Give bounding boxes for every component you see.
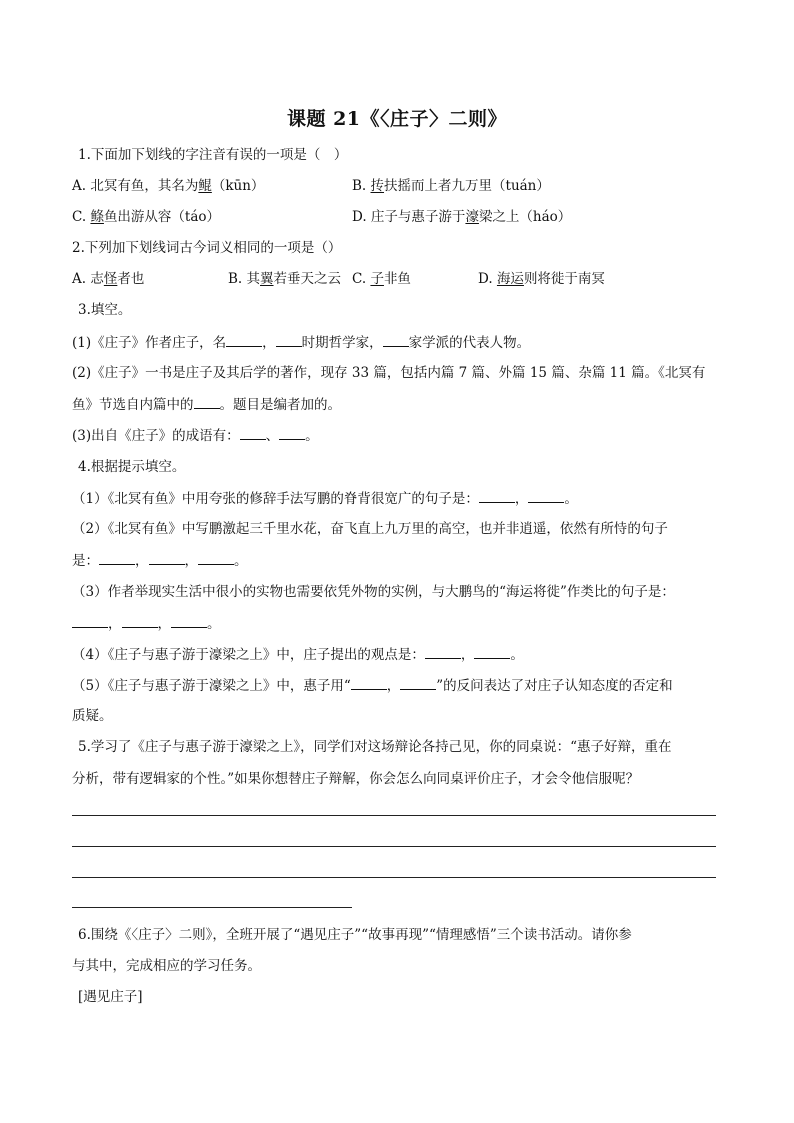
- q3-line-4: (3)出自《庄子》的成语有： 、 。: [72, 428, 319, 444]
- q2-option-c: C. 子非鱼: [352, 271, 411, 287]
- q3-stem: 3.填空。: [78, 302, 132, 318]
- q4-item-3-cont: ， ， 。: [72, 614, 221, 633]
- answer-blank[interactable]: [171, 614, 207, 628]
- q2-stem: 2.下列加下划线词古今词义相同的一项是（）: [72, 240, 342, 256]
- q3-line-1: (1)《庄子》作者庄子，名 ， 时期哲学家， 家学派的代表人物。: [72, 335, 531, 351]
- q4-item-5-cont: 质疑。: [72, 708, 113, 724]
- q4-item-3: （3）作者举现实生活中很小的实物也需要依凭外物的实例，与大鹏鸟的“海运将徙”作类比的句子是：: [72, 584, 675, 600]
- q6-line-1: 6.围绕《〈庄子〉二则》，全班开展了“遇见庄子”“故事再现”“情理感悟”三个读书活动。请你参: [78, 927, 632, 943]
- q4-item-2-cont: 是： ， ， 。: [72, 553, 248, 569]
- q3-line-3: 鱼》节选自内篇中的 。题目是编者加的。: [72, 397, 341, 413]
- q2-option-b: B. 其翼若垂天之云: [228, 271, 342, 287]
- q6-section-label: [遇见庄子]: [78, 989, 143, 1005]
- answer-blank[interactable]: [479, 489, 515, 503]
- answer-line[interactable]: [72, 846, 716, 847]
- page-title: 课题 21《〈庄子〉二则》: [286, 108, 508, 130]
- answer-blank[interactable]: [194, 395, 220, 409]
- q5-line-2: 分析，带有逻辑家的个性。”如果你想替庄子辩解，你会怎么向同桌评价庄子，才会令他信服呢？: [72, 771, 640, 787]
- q1-option-c: C. 鲦鱼出游从容（táo）: [72, 209, 221, 225]
- answer-blank[interactable]: [279, 426, 305, 440]
- answer-blank[interactable]: [351, 676, 387, 690]
- q4-stem: 4.根据提示填空。: [78, 459, 186, 475]
- q1-option-a: A. 北冥有鱼，其名为鲲（kūn）: [72, 178, 265, 194]
- answer-blank[interactable]: [383, 333, 409, 347]
- answer-blank[interactable]: [226, 333, 262, 347]
- q3-line-2: (2)《庄子》一书是庄子及其后学的著作，现存 33 篇，包括内篇 7 篇、外篇 15 篇、杂篇 11 篇。《北冥有: [72, 365, 706, 381]
- q2-option-d: D. 海运则将徙于南冥: [478, 271, 605, 287]
- q4-item-4: （4）《庄子与惠子游于濠梁之上》中，庄子提出的观点是： ， 。: [72, 647, 524, 663]
- q4-item-5: （5）《庄子与惠子游于濠梁之上》中，惠子用“ ， ”的反问表达了对庄子认知态度的否定和: [72, 678, 673, 694]
- q4-item-1: （1）《北冥有鱼》中用夸张的修辞手法写鹏的脊背很宽广的句子是： ， 。: [72, 491, 578, 507]
- answer-blank[interactable]: [72, 614, 108, 628]
- answer-blank[interactable]: [474, 645, 510, 659]
- q1-stem: 1.下面加下划线的字注音有误的一项是（ ）: [78, 147, 348, 163]
- q5-line-1: 5.学习了《庄子与惠子游于濠梁之上》，同学们对这场辩论各持己见，你的同桌说：“惠子好辩，重在: [78, 739, 672, 755]
- q2-option-a: A. 志怪者也: [72, 271, 145, 287]
- answer-line[interactable]: [72, 815, 716, 816]
- answer-blank[interactable]: [400, 676, 436, 690]
- answer-blank[interactable]: [425, 645, 461, 659]
- q4-item-2: （2）《北冥有鱼》中写鹏激起三千里水花，奋飞直上九万里的高空，也并非逍遥，依然有所恃的句子: [72, 521, 668, 537]
- q6-line-2: 与其中，完成相应的学习任务。: [72, 958, 261, 974]
- answer-line[interactable]: [72, 877, 716, 878]
- answer-blank[interactable]: [99, 551, 135, 565]
- answer-blank[interactable]: [240, 426, 266, 440]
- answer-line[interactable]: [72, 907, 352, 908]
- answer-blank[interactable]: [122, 614, 158, 628]
- answer-blank[interactable]: [276, 333, 302, 347]
- q1-option-d: D. 庄子与惠子游于濠梁之上（háo）: [352, 209, 572, 225]
- answer-blank[interactable]: [198, 551, 234, 565]
- answer-blank[interactable]: [149, 551, 185, 565]
- q1-option-b: B. 抟扶摇而上者九万里（tuán）: [352, 178, 550, 194]
- answer-blank[interactable]: [528, 489, 564, 503]
